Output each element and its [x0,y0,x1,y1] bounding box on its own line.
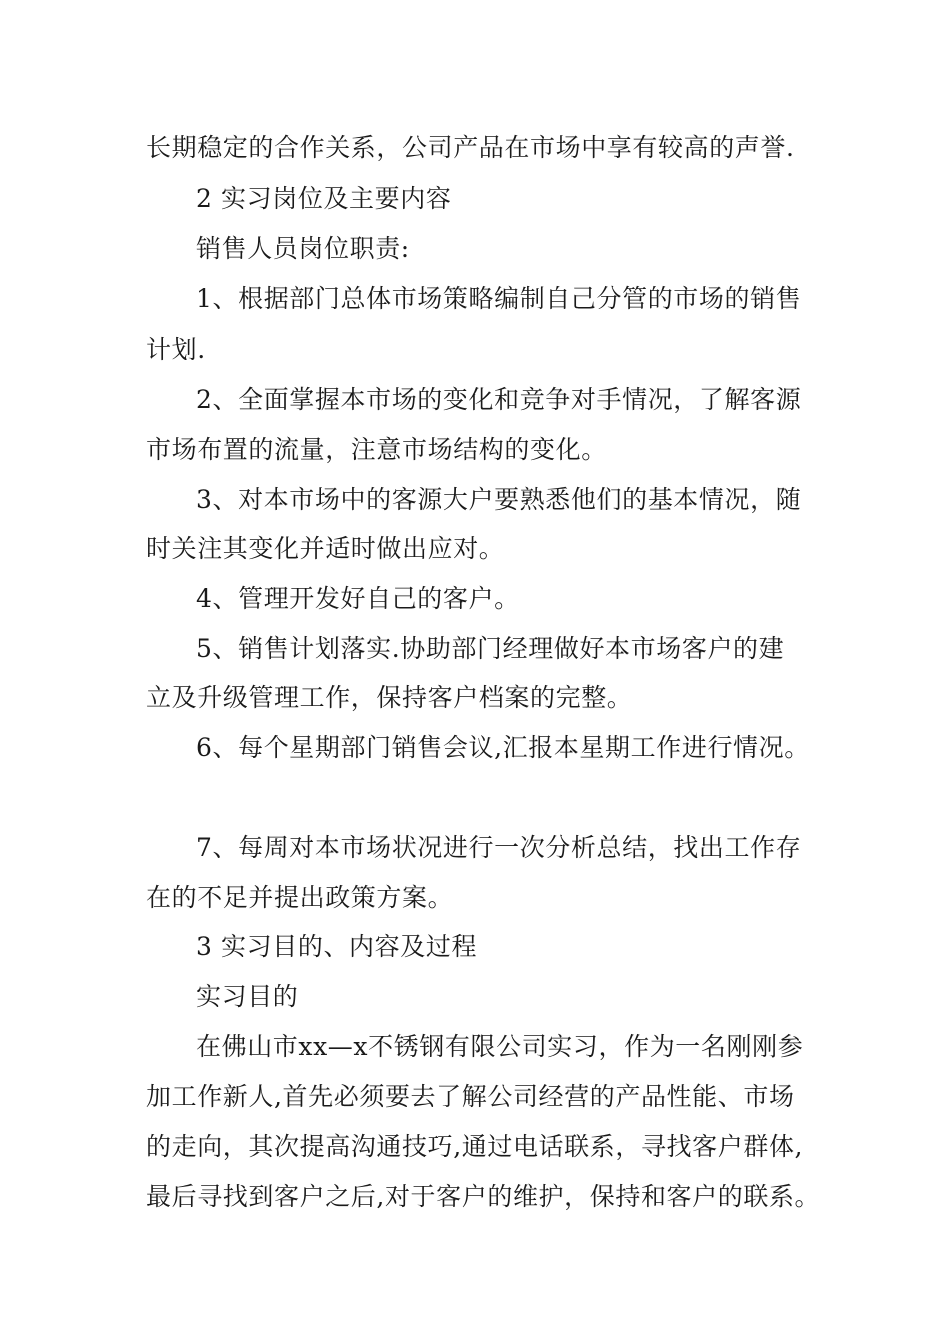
list-item-7-line: 7、每周对本市场状况进行一次分析总结，找出工作存 [196,833,802,862]
list-item-5-line: 立及升级管理工作，保持客户档案的完整。 [146,683,633,712]
paragraph-line: 长期稳定的合作关系，公司产品在市场中享有较高的声誉. [146,133,795,162]
section-heading: 3 实习目的、内容及过程 [196,932,478,961]
list-item-1-line: 1、根据部门总体市场策略编制自己分管的市场的销售 [196,284,802,313]
paragraph-line: 最后寻找到客户之后,对于客户的维护，保持和客户的联系。 [146,1182,821,1211]
subheading: 实习目的 [196,982,299,1011]
list-item-2-line: 2、全面掌握本市场的变化和竞争对手情况，了解客源 [196,385,802,414]
paragraph-line: 的走向，其次提高沟通技巧,通过电话联系，寻找客户群体, [146,1132,804,1161]
section-heading: 2 实习岗位及主要内容 [196,184,452,213]
list-item-5-line: 5、销售计划落实.协助部门经理做好本市场客户的建 [196,634,785,663]
list-item-1-line: 计划. [146,335,206,364]
paragraph-line: 在佛山市xx—x不锈钢有限公司实习，作为一名刚刚参 [196,1032,804,1061]
list-item-3-line: 3、对本市场中的客源大户要熟悉他们的基本情况，随 [196,485,802,514]
paragraph-line: 加工作新人,首先必须要去了解公司经营的产品性能、市场 [146,1082,795,1111]
list-item-3-line: 时关注其变化并适时做出应对。 [146,534,505,563]
list-item-7-line: 在的不足并提出政策方案。 [146,883,454,912]
list-item-4-line: 4、管理开发好自己的客户。 [196,584,520,613]
list-item-2-line: 市场布置的流量，注意市场结构的变化。 [146,435,607,464]
list-item-6-line: 6、每个星期部门销售会议,汇报本星期工作进行情况。 [196,733,810,762]
subheading: 销售人员岗位职责: [196,234,410,263]
